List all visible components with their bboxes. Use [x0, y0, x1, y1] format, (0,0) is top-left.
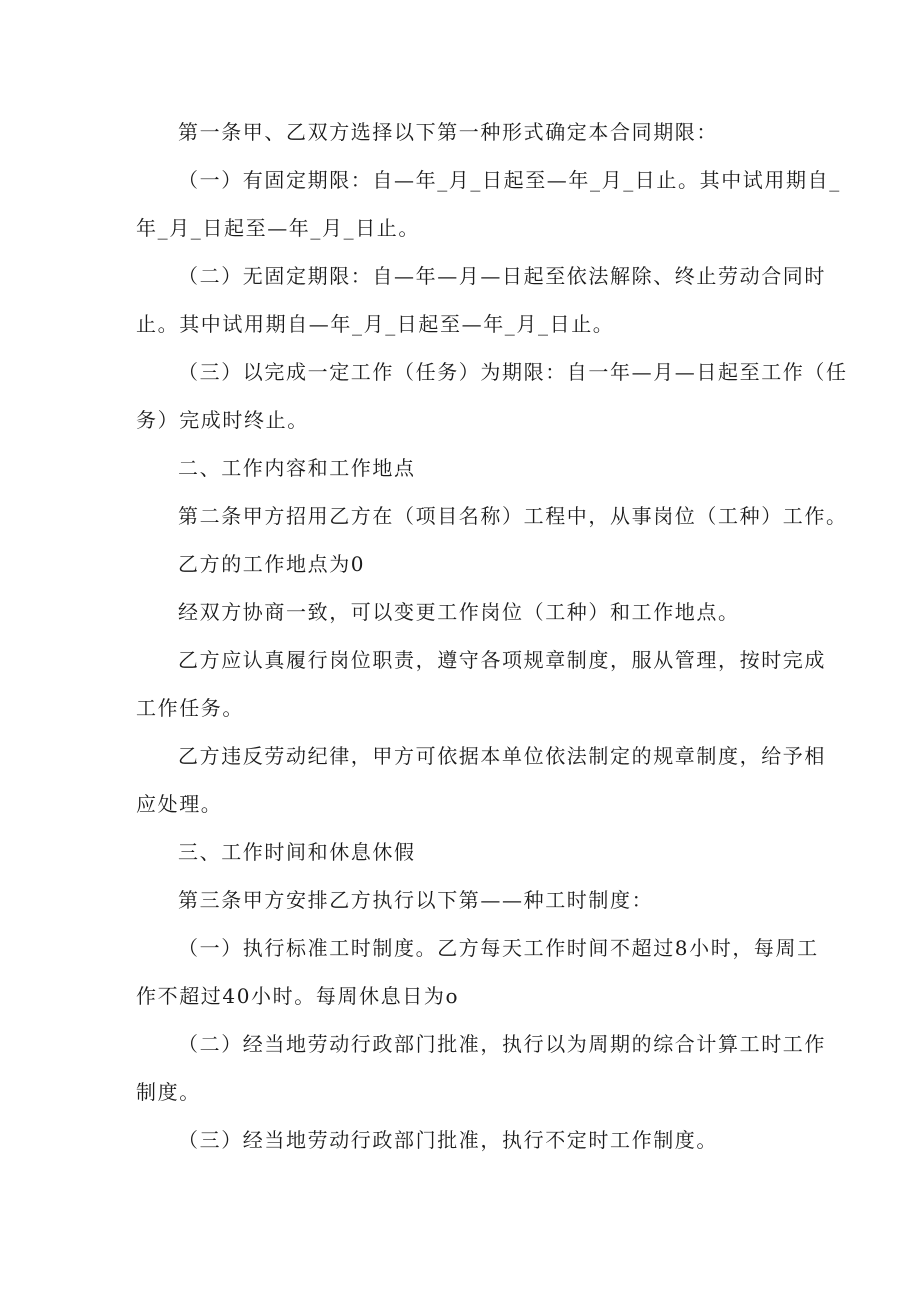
clause-1-option-2-line-1: （二）无固定期限：自—年—月—日起至依法解除、终止劳动合同时	[178, 264, 826, 288]
discipline-text-line-2: 应处理。	[136, 792, 223, 816]
duties-text-line-1: 乙方应认真履行岗位职责，遵守各项规章制度，服从管理，按时完成	[178, 648, 826, 672]
clause-3-option-2-line-2: 制度。	[136, 1080, 201, 1104]
clause-3-option-3-line-1: （三）经当地劳动行政部门批准，执行不定时工作制度。	[178, 1128, 718, 1152]
clause-1-option-1-line-1: （一）有固定期限：自—年_月_日起至—年_月_日止。其中试用期自_	[178, 168, 841, 192]
section-2-heading: 二、工作内容和工作地点	[178, 456, 416, 480]
work-location-text: 乙方的工作地点为0	[178, 552, 366, 576]
change-agreement-text: 经双方协商一致，可以变更工作岗位（工种）和工作地点。	[178, 600, 740, 624]
clause-1-option-1-line-2: 年_月_日起至—年_月_日止。	[136, 216, 420, 240]
clause-2-text: 第二条甲方招用乙方在（项目名称）工程中，从事岗位（工种）工作。	[178, 504, 848, 528]
clause-1-option-3-line-1: （三）以完成一定工作（任务）为期限：自一年—月—日起至工作（任	[178, 360, 848, 384]
discipline-text-line-1: 乙方违反劳动纪律，甲方可依据本单位依法制定的规章制度，给予相	[178, 744, 826, 768]
clause-1-option-2-line-2: 止。其中试用期自—年_月_日起至—年_月_日止。	[136, 312, 615, 336]
clause-3-option-1-line-1: （一）执行标准工时制度。乙方每天工作时间不超过8小时，每周工	[178, 936, 819, 960]
clause-3-intro: 第三条甲方安排乙方执行以下第——种工时制度：	[178, 888, 654, 912]
duties-text-line-2: 工作任务。	[136, 696, 244, 720]
clause-1-intro: 第一条甲、乙双方选择以下第一种形式确定本合同期限：	[178, 120, 718, 144]
clause-1-option-3-line-2: 务）完成时终止。	[136, 408, 309, 432]
section-3-heading: 三、工作时间和休息休假	[178, 840, 416, 864]
clause-3-option-1-line-2: 作不超过40小时。每周休息日为o	[136, 984, 460, 1008]
clause-3-option-2-line-1: （二）经当地劳动行政部门批准，执行以为周期的综合计算工时工作	[178, 1032, 826, 1056]
